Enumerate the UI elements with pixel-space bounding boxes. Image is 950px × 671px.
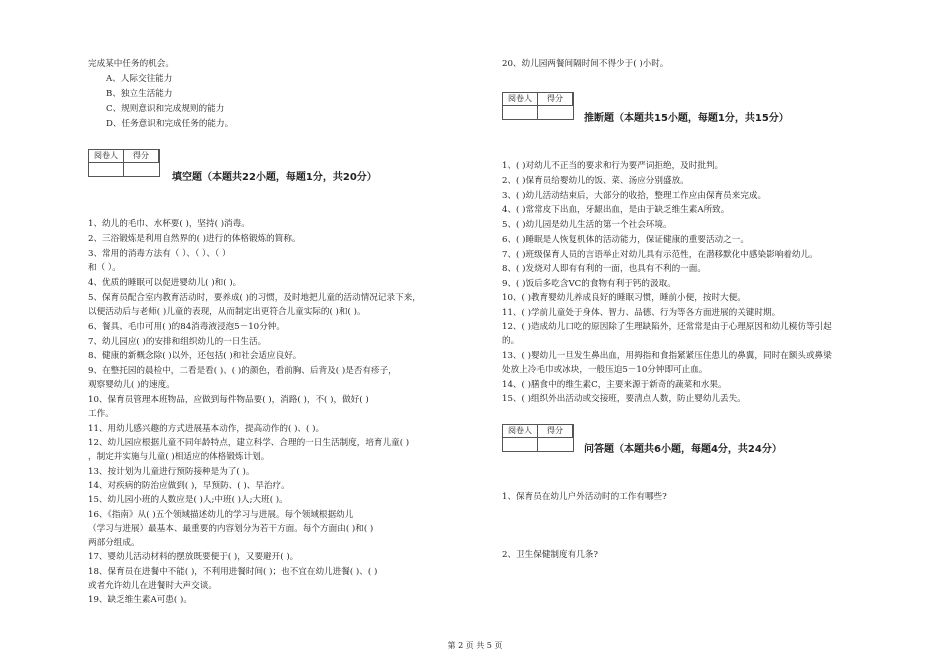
judge-line: 12、( )造成幼儿口吃的原因除了生理缺陷外，还常常是由于心理原因和幼儿模仿等引起: [502, 322, 832, 332]
question-line: 以便活动后与老师( )儿童的表现，从而制定出更符合儿童实际的( )和( )。: [88, 307, 366, 317]
score-box: [502, 92, 574, 106]
score-box-header-score: 得分: [538, 93, 573, 105]
judge-line: 11、( )学前儿童处于身体、智力、品德、行为等各方面进展的关键时期。: [502, 308, 781, 318]
question-line: 19、缺乏维生素A可患( )。: [88, 595, 192, 605]
question-line: 观察婴幼儿( )的速度。: [88, 380, 175, 390]
question-line: 1、幼儿的毛巾、水杯要( )，坚持( )消毒。: [88, 219, 250, 229]
question-line: 和（ ）。: [88, 263, 121, 273]
qa-line: 2、卫生保健制度有几条?: [502, 550, 599, 560]
question-line: 两部分组成。: [88, 538, 140, 548]
judge-line: 的。: [502, 336, 520, 346]
score-box-cell: [503, 438, 538, 451]
option-line: D、任务意识和完成任务的能力。: [106, 119, 234, 129]
judge-line: 10、( )教育婴幼儿养成良好的睡眠习惯，睡前小便，按时大便。: [502, 293, 746, 303]
score-box-cell: [124, 163, 158, 176]
question-line: 2、三浴锻炼是利用自然界的( )进行的体格锻炼的简称。: [88, 234, 301, 244]
score-box-header-grader: 阅卷人: [89, 150, 124, 162]
question-line: 13、按计划为儿童进行预防接种是为了( )。: [88, 467, 255, 477]
question-line: 工作。: [88, 409, 114, 419]
judge-line: 5、( )幼儿园是幼儿生活的第一个社会环境。: [502, 220, 672, 230]
score-box-blank-row: [502, 105, 574, 120]
score-box-blank-row: [502, 437, 574, 452]
judge-line: 7、( )班级保育人员的言语举止对幼儿具有示范性，在潜移默化中感染影响着幼儿。: [502, 250, 818, 260]
question-line: 17、婴幼儿活动材料的摆放既要便于( )，又要避开( )。: [88, 552, 299, 562]
qa-line: 1、保育员在幼儿户外活动时的工作有哪些?: [502, 492, 667, 502]
judge-line: 15、( )组织外出活动或交接班，要清点人数，防止婴幼儿丢失。: [502, 394, 746, 404]
score-box-blank-row: [88, 162, 160, 177]
score-box-cell: [538, 106, 572, 119]
judge-line: 8、( )发烧对人即有有利的一面，也具有不利的一面。: [502, 264, 706, 274]
score-box-header-grader: 阅卷人: [503, 425, 538, 437]
question-line: （学习与进展）最基本、最重要的内容划分为若干方面。每个方面由( )和( ): [88, 524, 374, 534]
option-line: B、独立生活能力: [106, 89, 173, 99]
judge-line: 1、( )对幼儿不正当的要求和行为要严词拒绝，及时批判。: [502, 161, 724, 171]
section-title-fill-in: 填空题（本题共22小题，每题1分，共20分）: [172, 172, 377, 183]
judge-line: 处放上冷毛巾或冰块，一般压迫5－10分钟即可止血。: [502, 365, 708, 375]
score-box: [502, 424, 574, 438]
section-title-qa: 问答题（本题共6小题，每题4分，共24分）: [584, 444, 782, 455]
question-line: 15、幼儿园小班的人数应是( )人;中班( )人;大班( )。: [88, 495, 288, 505]
score-box-header-score: 得分: [538, 425, 573, 437]
question-line: 11、用幼儿感兴趣的方式进展基本动作，提高动作的( )、( )。: [88, 424, 325, 434]
question-line: 16、《指南》从( )五个领域描述幼儿的学习与进展。每个领域根据幼儿: [88, 510, 354, 520]
question-line: 18、保育员在进餐中不能( )，不利用进餐时间( )；也不宜在幼儿进餐( )、( ): [88, 567, 378, 577]
judge-line: 6、( )睡眠是人恢复机体的活动能力，保证健康的重要活动之一。: [502, 235, 749, 245]
text-line: 完成某中任务的机会。: [88, 59, 174, 69]
score-box-cell: [503, 106, 538, 119]
judge-line: 9、( )饭后多吃含VC的食物有利于钙的汲取。: [502, 279, 676, 289]
question-line: 4、优质的睡眠可以促进婴幼儿( )和( )。: [88, 278, 242, 288]
question-line: 14、对疾病的防治应做到( )，早预防、( )、早治疗。: [88, 481, 290, 491]
question-line: 20、幼儿园两餐间隔时间不得少于( )小时。: [502, 59, 669, 69]
score-box-cell: [89, 163, 124, 176]
score-box: [88, 149, 160, 163]
option-line: A、人际交往能力: [106, 74, 173, 84]
section-title-judge: 推断题（本题共15小题，每题1分，共15分）: [584, 113, 789, 124]
judge-line: 4、( )常常皮下出血，牙龈出血，是由于缺乏维生素A所致。: [502, 205, 730, 215]
question-line: 7、幼儿园应( )的安排和组织幼儿的一日生活。: [88, 337, 267, 347]
judge-line: 14、( )膳食中的维生素C，主要来源于新奇的蔬菜和水果。: [502, 380, 727, 390]
score-box-header-score: 得分: [124, 150, 159, 162]
judge-line: 3、( )幼儿活动结束后，大部分的收拾，整理工作应由保育员来完成。: [502, 191, 767, 201]
question-line: 10、保育员管理本班物品，应做到每件物品要( )，消路( )，不( )，做好( ): [88, 395, 369, 405]
question-line: 12、幼儿园应根据儿童不同年龄特点，建立科学、合理的一日生活制度，培育儿童( ): [88, 438, 410, 448]
question-line: ，制定并实施与儿童( )相适应的体格锻炼计划。: [88, 452, 270, 462]
question-line: 或者允许幼儿在进餐时大声交谈。: [88, 581, 217, 591]
score-box-cell: [538, 438, 572, 451]
question-line: 6、餐具、毛巾可用( )的84消毒液浸泡5－10分钟。: [88, 322, 285, 332]
question-line: 5、保育员配合室内教育活动时，要养成( )的习惯，及时地把儿童的活动情况记录下来，: [88, 293, 421, 303]
score-box-header-grader: 阅卷人: [503, 93, 538, 105]
question-line: 9、在整托园的晨检中，二看是看( )、( )的颜色，看前胸、后背及( )是否有疹子，: [88, 366, 397, 376]
page-footer: 第 2 页 共 5 页: [447, 641, 503, 650]
judge-line: 13、( )婴幼儿一旦发生鼻出血，用拇指和食指紧紧压住患儿的鼻翼，同时在额头或鼻梁: [502, 351, 832, 361]
judge-line: 2、( )保育员给婴幼儿的饭、菜、汤应分别盛放。: [502, 176, 689, 186]
option-line: C、规则意识和完成规则的能力: [106, 104, 225, 114]
question-line: 3、常用的消毒方法有（ ）、（ ）、（ ）: [88, 249, 231, 259]
question-line: 8、健康的新概念除( )以外，还包括( )和社会适应良好。: [88, 351, 302, 361]
